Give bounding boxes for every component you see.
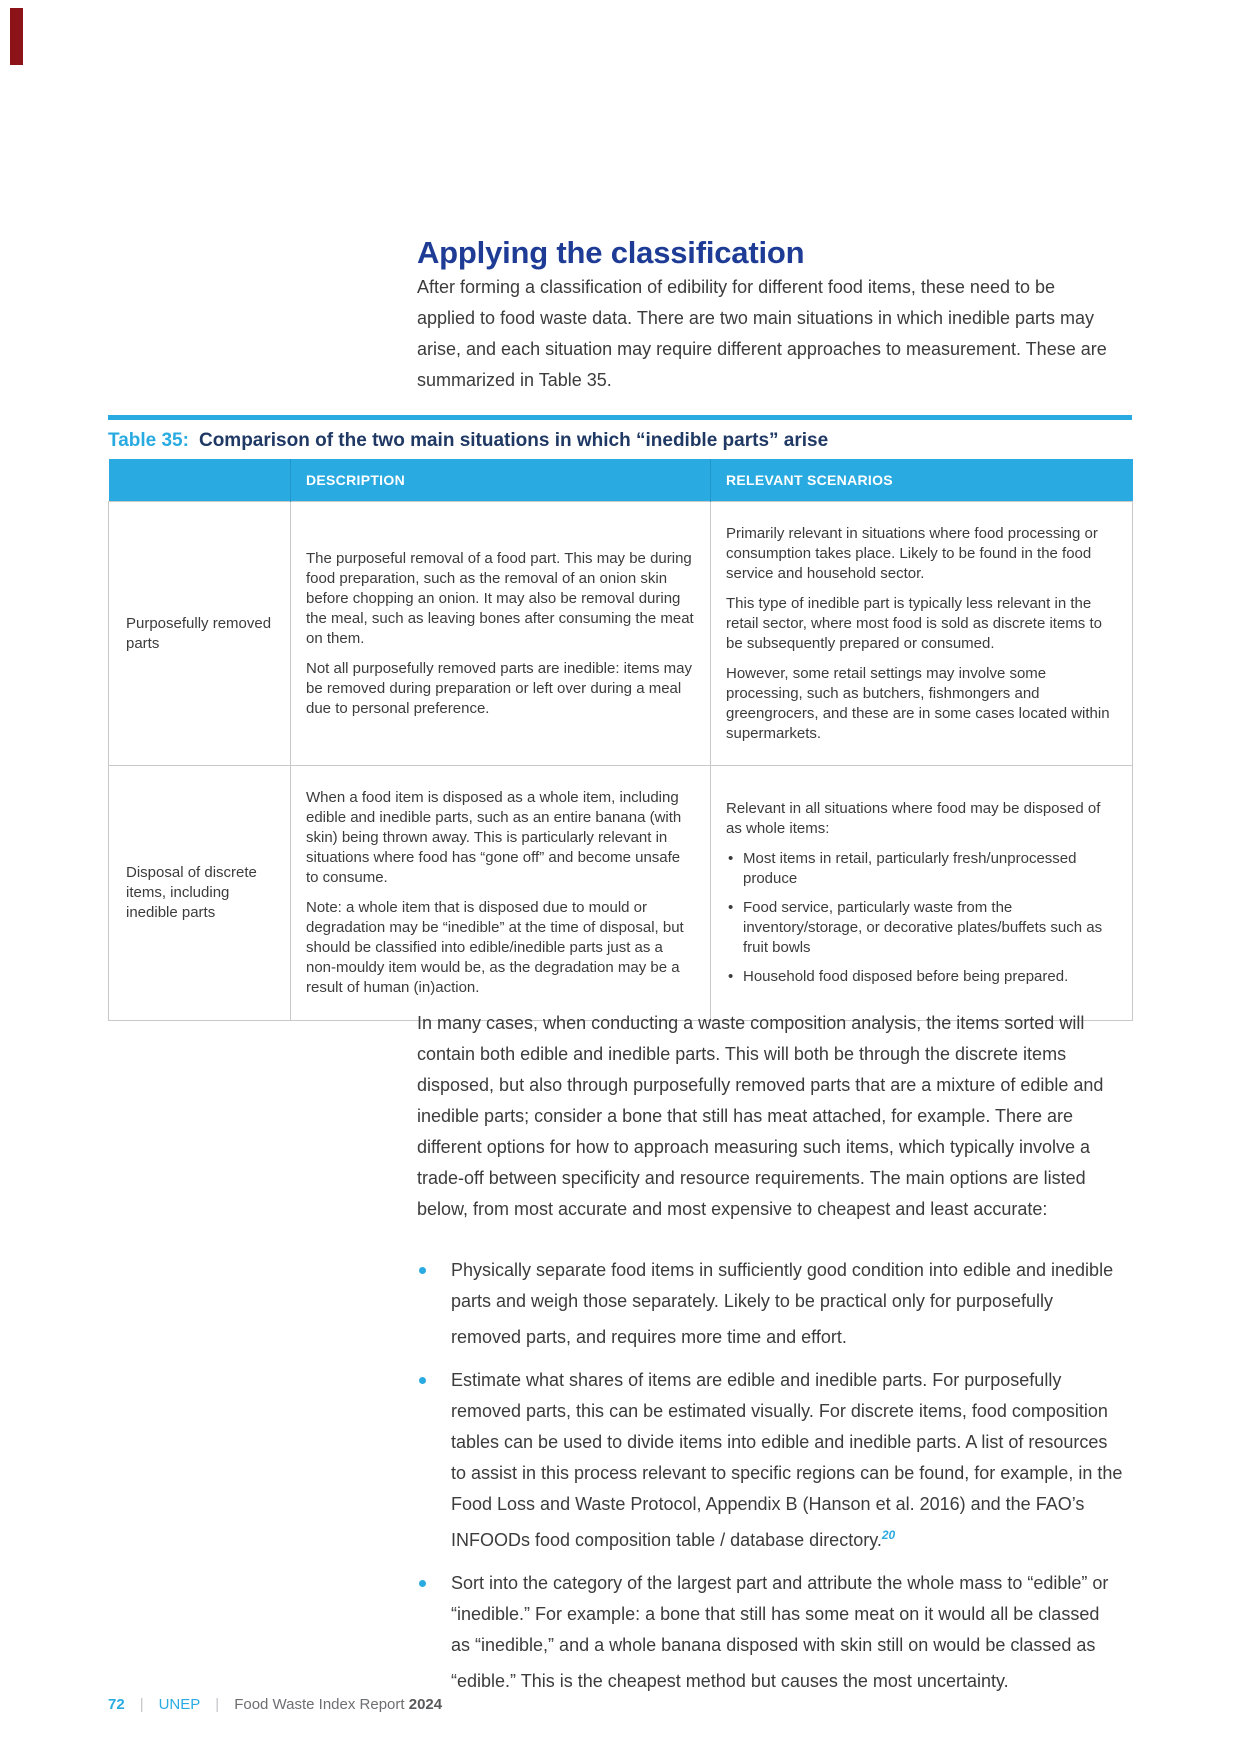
table-header-situation — [109, 459, 291, 502]
body-paragraph: In many cases, when conducting a waste composition analysis, the items sorted will contain both edible and inedible parts. This will both be through the discrete items disposed, but also through purposefully removed parts that are a mixture of edible and inedible parts; consider a bone that still has meat attached, for example. There are different options for how to approach measuring such items, which typically involve a trade-off between specificity and resource requirements. The main options are listed below, from most accurate and most expensive to cheapest and least accurate: — [417, 1013, 1104, 1219]
cell-paragraph: However, some retail settings may involve some processing, such as butchers, fishmongers and greengrocers, and these are in some cases located within supermarkets. — [726, 664, 1110, 742]
table-row — [109, 502, 1133, 766]
list-item — [417, 1365, 1123, 1556]
bullet-icon — [419, 1580, 426, 1587]
situation-cell: Disposal of discrete items, including inedible parts — [109, 766, 291, 1021]
cell-paragraph: Relevant in all situations where food may be disposed of as whole items: — [726, 800, 1101, 837]
bullet-text-span: Sort into the category of the largest part and attribute the whole mass to “edible” or “inedible.” For example: a bone that still has some meat on it would all be classed as “inedible,” and a whole banana disposed with skin still on would be classed as “edible.” This is the cheapest method but causes the most uncertainty. — [451, 1573, 1109, 1691]
description-cell — [291, 502, 711, 766]
cell-paragraph: Note: a whole item that is disposed due to mould or degradation may be “inedible” at the time of disposal, but should be classified into edible/inedible parts just as a non-mouldy item would be, as the degradation may be a result of human (in)action. — [306, 899, 684, 996]
list-item: • Food service, particularly waste from the inventory/storage, or decorative plates/buffets such as fruit bowls — [726, 898, 1117, 958]
list-item: • Household food disposed before being prepared. — [726, 967, 1117, 987]
cell-paragraph: The purposeful removal of a food part. This may be during food preparation, such as the removal of an onion skin before chopping an onion. It may also be removal during the meal, such as leaving bones after consuming the meat on them. — [306, 549, 694, 647]
bullet-text — [451, 1255, 1123, 1353]
page-number: 72 — [108, 1696, 125, 1713]
table-caption — [108, 430, 828, 452]
bullet-text-span: Estimate what shares of items are edible and inedible parts. For purposefully removed parts, this can be estimated visually. For discrete items, food composition tables can be used to divide items into edible and inedible parts. A list of resources to assist in this process relevant to specific regions can be found, for example, in the Food Loss and Waste Protocol, Appendix B (Hanson et al. 2016) and the FAO’s INFOODs food composition table / database directory. — [451, 1370, 1123, 1550]
cell-paragraph: Primarily relevant in situations where food processing or consumption takes place. Likely to be found in the food service and household sector. — [726, 524, 1098, 582]
footer-report-title — [234, 1696, 442, 1713]
options-bullet-list — [417, 1255, 1123, 1709]
list-item — [417, 1255, 1123, 1353]
footer-org: UNEP — [158, 1696, 201, 1713]
page-footer — [108, 1696, 442, 1713]
footer-report-year: 2024 — [408, 1696, 443, 1713]
scenarios-cell — [711, 766, 1133, 1021]
footer-separator: | — [139, 1696, 144, 1713]
list-item — [417, 1568, 1123, 1697]
description-cell — [291, 766, 711, 1021]
cell-paragraph: When a food item is disposed as a whole item, including edible and inedible parts, such as an entire banana (with skin) being thrown away. This is particularly relevant in situations where food has “gone off” and become unsafe to consume. — [306, 789, 682, 886]
cell-paragraph: Not all purposefully removed parts are inedible: items may be removed during preparation or left over during a meal due to personal preference. — [306, 659, 693, 717]
table-header-description: DESCRIPTION — [291, 459, 711, 502]
bullet-icon — [419, 1267, 426, 1274]
list-item: • Most items in retail, particularly fresh/unprocessed produce — [726, 849, 1117, 889]
bullet-text — [451, 1568, 1123, 1697]
footnote-ref: 20 — [881, 1528, 896, 1542]
caption-divider-rule — [108, 415, 1132, 420]
footer-separator: | — [215, 1696, 220, 1713]
bullet-text — [451, 1365, 1123, 1556]
scenarios-cell — [711, 502, 1133, 766]
cell-paragraph: This type of inedible part is typically less relevant in the retail sector, where most food is sold as discrete items to be subsequently prepared or consumed. — [726, 594, 1102, 652]
scenarios-bullet-list — [726, 849, 1117, 987]
situation-cell: Purposefully removed parts — [109, 502, 291, 766]
bullet-icon — [419, 1377, 426, 1384]
table-row — [109, 766, 1133, 1021]
table-caption-text: Comparison of the two main situations in which “inedible parts” arise — [198, 430, 829, 451]
table-caption-label: Table 35: — [108, 430, 189, 451]
page-corner-mark — [10, 8, 23, 65]
section-heading: Applying the classification — [417, 234, 805, 270]
table-header-relevant-scenarios: RELEVANT SCENARIOS — [711, 459, 1133, 502]
table-35 — [108, 459, 1133, 1021]
footer-report-title-text: Food Waste Index Report — [234, 1696, 405, 1713]
intro-paragraph: After forming a classification of edibility for different food items, these need to be applied to food waste data. There are two main situations in which inedible parts may arise, and each situation may require different approaches to measurement. These are summarized in Table 35. — [417, 277, 1107, 390]
bullet-text-span: Physically separate food items in sufficiently good condition into edible and inedible parts and weigh those separately. Likely to be practical only for purposefully removed parts, and requires more time and effort. — [451, 1260, 1114, 1347]
table-header-row — [109, 459, 1133, 502]
